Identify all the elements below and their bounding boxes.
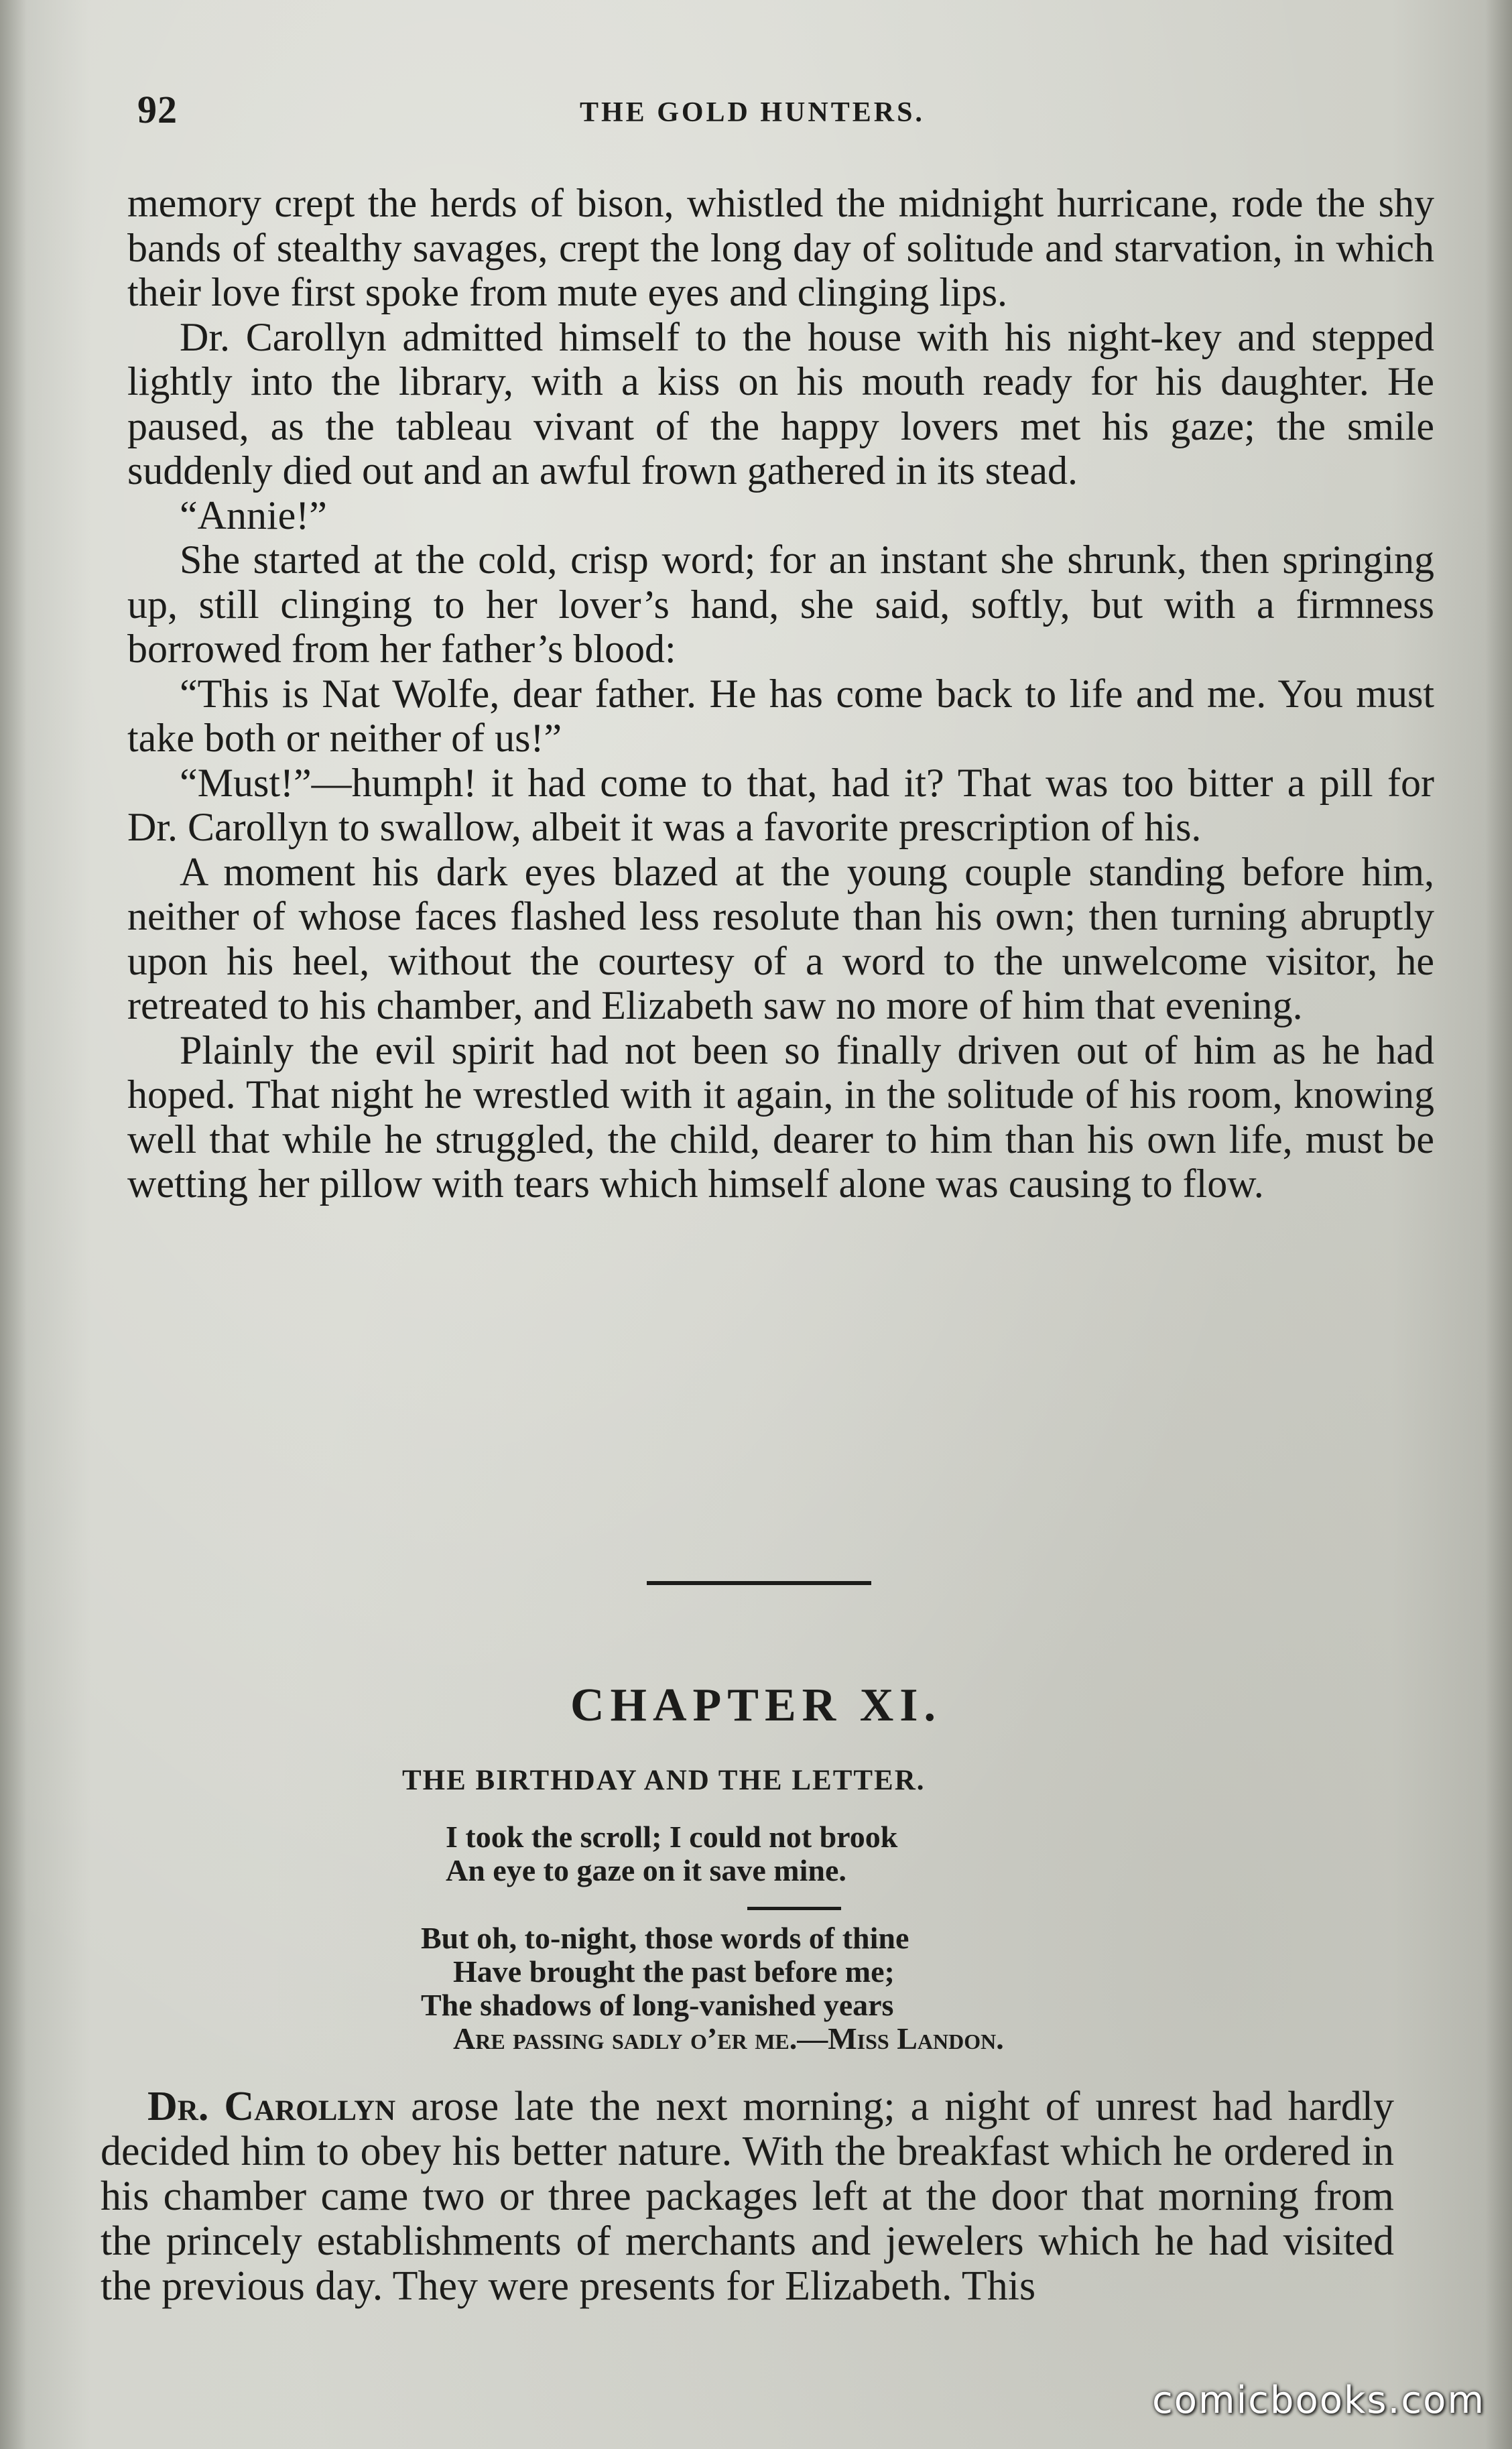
- chapter-opening-text: [101, 2084, 1394, 2309]
- paragraph: “Annie!”: [180, 493, 327, 538]
- page-header: [137, 87, 1444, 134]
- page-number: 92: [137, 88, 178, 131]
- verse-line: Have brought the past before me;: [453, 1954, 895, 1989]
- paragraph: “This is Nat Wolfe, dear father. He has come back to life and me. You must take both or neither of us!”: [127, 671, 1434, 760]
- paragraph: memory crept the herds of bison, whistled the midnight hurricane, rode the shy bands of stealthy savages, crept the long day of solitude and starvation, in which their love first spoke from mute eyes and clinging lips.: [127, 181, 1434, 314]
- opening-name: Dr. Carollyn: [147, 2084, 396, 2129]
- epigraph-stanza-1: [446, 1820, 897, 1887]
- paragraph: [101, 2084, 1394, 2309]
- paragraph: [127, 315, 1434, 493]
- epigraph-divider: [747, 1907, 841, 1910]
- verse-line: I took the scroll; I could not brook: [446, 1820, 898, 1854]
- paragraph-text: arose late the next morning; a night of unrest had hardly decided him to obey his better nature. With the breakfast which he ordered in his chamber came two or three packages left at the door that morning from the princely establishments of merchants and jewelers which he had visited the previous day. They were presents for Elizabeth. This: [101, 2084, 1394, 2309]
- verse-line: The shadows of long-vanished years: [421, 1988, 894, 2022]
- page-edge-right: [1485, 0, 1512, 2449]
- paragraph: She started at the cold, crisp word; for an instant she shrunk, then springing up, still clinging to her lover’s hand, she said, softly, but with a firmness borrowed from her father’s blood:: [127, 538, 1434, 671]
- page-edge-left: [0, 0, 27, 2449]
- verse-line-attribution: Are passing sadly o’er me.—Miss Landon.: [453, 2021, 1004, 2056]
- epigraph-stanza-2: [421, 1922, 1004, 2056]
- paragraph: “Must!”—humph! it had come to that, had it? That was too bitter a pill for Dr. Carollyn to swallow, albeit it was a favorite prescription of his.: [127, 760, 1434, 849]
- paragraph: A moment his dark eyes blazed at the young couple standing before him, neither of whose faces flashed less resolute than his own; then turning abruptly upon his heel, without the courtesy of a word to the unwelcome visitor, he retreated to his chamber, and Elizabeth saw no more of him that evening.: [127, 849, 1434, 1027]
- verse-line: But oh, to-night, those words of thine: [421, 1921, 909, 1955]
- running-head: THE GOLD HUNTERS.: [580, 97, 925, 128]
- paragraph: Plainly the evil spirit had not been so finally driven out of him as he had hoped. That night he wrestled with it again, in the solitude of his room, knowing well that while he struggled, the child, dearer to him than his own life, must be wetting her pillow with tears which himself alone was causing to flow.: [127, 1027, 1434, 1206]
- verse-line: An eye to gaze on it save mine.: [446, 1853, 846, 1887]
- chapter-subtitle: THE BIRTHDAY AND THE LETTER.: [402, 1765, 926, 1796]
- watermark: comicbooks.com: [1151, 2379, 1485, 2422]
- section-divider: [647, 1581, 871, 1585]
- chapter-title: CHAPTER XI.: [570, 1680, 942, 1731]
- body-text: [127, 181, 1434, 1206]
- paragraph-text: Dr. Carollyn admitted himself to the house with his night-key and stepped lightly into the library, with a kiss on his mouth ready for his daughter. He paused, as the tableau vivant of the happy lovers met his gaze; the smile suddenly died out and an awful frown gathered in its stead.: [127, 314, 1434, 493]
